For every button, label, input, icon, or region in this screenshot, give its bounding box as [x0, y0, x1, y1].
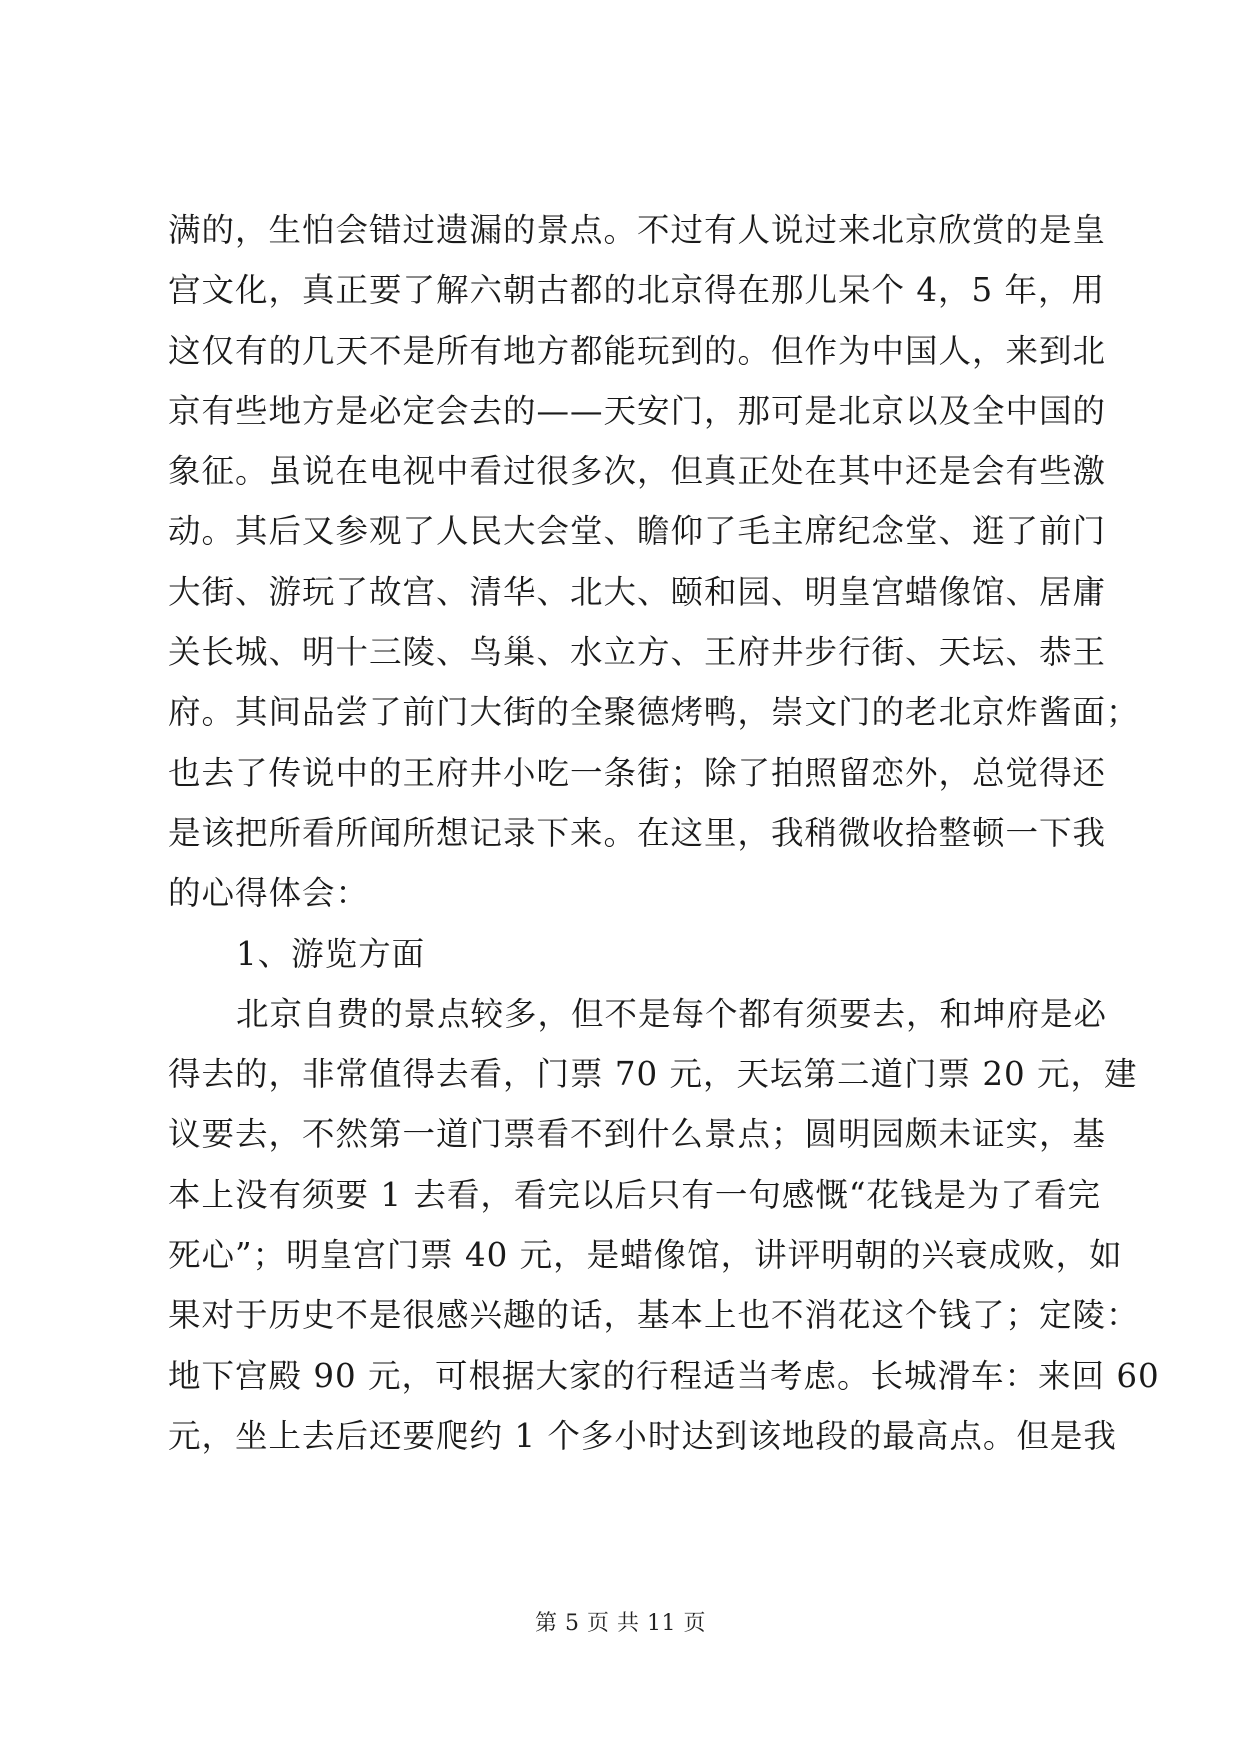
page-footer: 第 5 页 共 11 页: [535, 1611, 706, 1636]
text-line: 得去的，非常值得去看，门票 70 元，天坛第二道门票 20 元，建: [168, 1055, 1138, 1094]
text-line: 果对于历史不是很感兴趣的话，基本上也不消花这个钱了；定陵：: [168, 1296, 1140, 1335]
text-line: 满的，生怕会错过遗漏的景点。不过有人说过来北京欣赏的是皇: [168, 211, 1107, 249]
text-line: 元，坐上去后还要爬约 1 个多小时达到该地段的最高点。但是我: [168, 1416, 1117, 1455]
text-line: 是该把所看所闻所想记录下来。在这里，我稍微收拾整顿一下我: [168, 813, 1107, 852]
text-line: 议要去，不然第一道门票看不到什么景点；圆明园颇未证实，基: [168, 1115, 1107, 1154]
text-line: 关长城、明十三陵、鸟巢、水立方、王府井步行街、天坛、恭王: [168, 633, 1107, 672]
text-line: 京有些地方是必定会去的——天安门，那可是北京以及全中国的: [168, 391, 1107, 430]
text-line: 的心得体会：: [168, 874, 370, 913]
text-line: 大街、游玩了故宫、清华、北大、颐和园、明皇宫蜡像馆、居庸: [168, 572, 1107, 611]
section-heading: 1、游览方面: [236, 934, 426, 973]
text-line: 象征。虽说在电视中看过很多次，但真正处在其中还是会有些激: [168, 452, 1107, 491]
text-line: 本上没有须要 1 去看，看完以后只有一句感慨“花钱是为了看完: [168, 1175, 1101, 1214]
text-line: 府。其间品尝了前门大街的全聚德烤鸭，崇文门的老北京炸酱面；: [168, 693, 1140, 732]
text-line: 也去了传说中的王府井小吃一条街；除了拍照留恋外，总觉得还: [168, 753, 1107, 792]
text-line: 死心”；明皇宫门票 40 元，是蜡像馆，讲评明朝的兴衰成败，如: [168, 1236, 1123, 1275]
text-line: 动。其后又参观了人民大会堂、瞻仰了毛主席纪念堂、逛了前门: [168, 512, 1107, 551]
text-line: 宫文化，真正要了解六朝古都的北京得在那儿呆个 4，5 年，用: [168, 271, 1106, 310]
text-line: 地下宫殿 90 元，可根据大家的行程适当考虑。长城滑车：来回 60: [168, 1356, 1160, 1395]
text-line: 北京自费的景点较多，但不是每个都有须要去，和坤府是必: [236, 994, 1108, 1033]
text-line: 这仅有的几天不是所有地方都能玩到的。但作为中国人，来到北: [168, 331, 1107, 370]
body-text: [168, 200, 1160, 1466]
